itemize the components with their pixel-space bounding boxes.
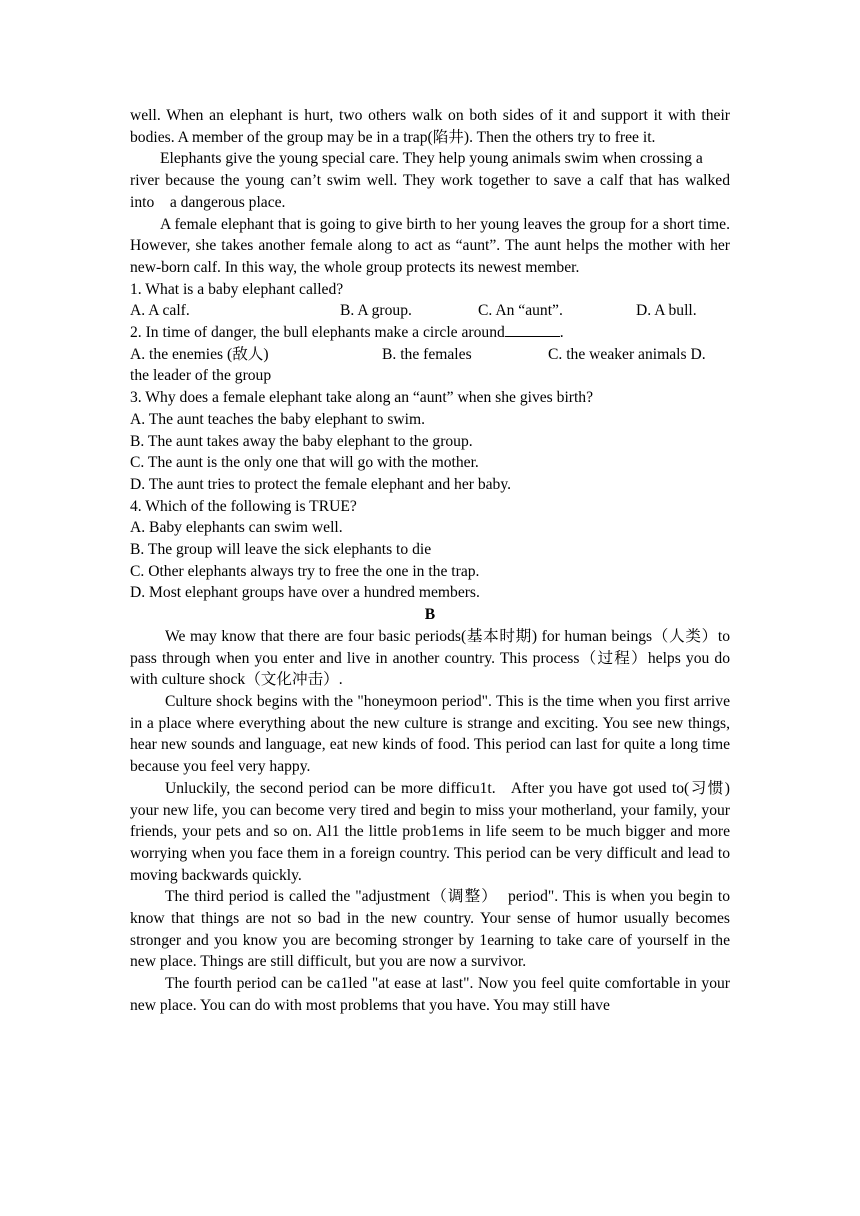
- passage-a-paragraph-3: A female elephant that is going to give birth to her young leaves the group for a short time. However, she takes another female along to act as “aunt”. The aunt helps the mother with her new-born calf. In this way, the whole group protects its newest member.: [130, 215, 730, 276]
- question-2-options: [130, 344, 730, 366]
- question-3-option-d: D. The aunt tries to protect the female elephant and her baby.: [130, 475, 512, 493]
- question-1-option-b: B. A group.: [340, 302, 412, 320]
- question-4-option-a: A. Baby elephants can swim well.: [130, 519, 343, 537]
- passage-a-paragraph-2-line-2: river because the young can’t swim well. They work together to save a calf that has walked into a dangerous place.: [130, 172, 730, 211]
- question-1-option-a: A. A calf.: [130, 302, 190, 320]
- question-4-stem: 4. Which of the following is TRUE?: [130, 497, 357, 515]
- question-1-stem: 1. What is a baby elephant called?: [130, 280, 344, 298]
- question-1-options: [130, 300, 730, 322]
- question-2-option-a: A. the enemies (敌人): [130, 345, 269, 363]
- passage-a-paragraph-2-line-1: Elephants give the young special care. They help young animals swim when crossing a: [160, 150, 703, 168]
- question-2-option-b: B. the females: [382, 345, 472, 363]
- document-body: [130, 105, 730, 1017]
- question-2-option-c: C. the weaker animals D.: [548, 345, 706, 363]
- passage-b-paragraph-2: Culture shock begins with the "honeymoon period". This is the time when you first arrive in a place where everything about the new culture is strange and exciting. You see new things, hear new sounds and language, eat new kinds of food. This period can last for quite a long time because you feel very happy.: [130, 692, 730, 776]
- question-2-stem: 2. In time of danger, the bull elephants make a circle around: [130, 324, 505, 342]
- passage-a-paragraph-1: well. When an elephant is hurt, two others walk on both sides of it and support it with their bodies. A member of the group may be in a trap(陷井). Then the others try to free it.: [130, 107, 730, 146]
- question-1-option-c: C. An “aunt”.: [478, 302, 563, 320]
- question-1-option-d: D. A bull.: [636, 302, 697, 320]
- question-4-option-d: D. Most elephant groups have over a hundred members.: [130, 584, 480, 602]
- passage-b-paragraph-3: Unluckily, the second period can be more difficu1t. After you have got used to(习惯) your new life, you can become very tired and begin to miss your motherland, your family, your friends, your pets and so on. Al1 the little prob1ems in life seem to be much bigger and more worrying when you face them in a foreign country. This period can be very difficult and lead to moving backwards quickly.: [130, 779, 730, 884]
- passage-b-paragraph-5: The fourth period can be ca1led "at ease at last". Now you feel quite comfortable in your new place. You can do with most problems that you have. You may still have: [130, 975, 730, 1014]
- question-2-stem-end: .: [559, 324, 564, 342]
- question-2-option-d-continued: the leader of the group: [130, 367, 272, 385]
- question-3-option-a: A. The aunt teaches the baby elephant to swim.: [130, 410, 426, 428]
- question-3-option-c: C. The aunt is the only one that will go with the mother.: [130, 454, 479, 472]
- question-4-option-b: B. The group will leave the sick elephants to die: [130, 541, 432, 559]
- question-3-option-b: B. The aunt takes away the baby elephant to the group.: [130, 432, 473, 450]
- question-4-option-c: C. Other elephants always try to free the one in the trap.: [130, 562, 480, 580]
- passage-b-paragraph-4: The third period is called the "adjustment（调整） period". This is when you begin to know that things are not so bad in the new country. Your sense of humor usually becomes stronger and you know you are becoming stronger by 1earning to take care of yourself in the new place. Things are still difficult, but you are now a survivor.: [130, 888, 730, 971]
- passage-b-heading: B: [424, 606, 436, 624]
- passage-b-paragraph-1: We may know that there are four basic periods(基本时期) for human beings（人类）to pass through when you enter and live in another country. This process（过程）helps you do with culture shock（文化冲击）.: [130, 627, 730, 689]
- question-2-blank: [505, 322, 560, 337]
- question-2-stem-line: [130, 322, 730, 344]
- question-3-stem: 3. Why does a female elephant take along an “aunt” when she gives birth?: [130, 389, 594, 407]
